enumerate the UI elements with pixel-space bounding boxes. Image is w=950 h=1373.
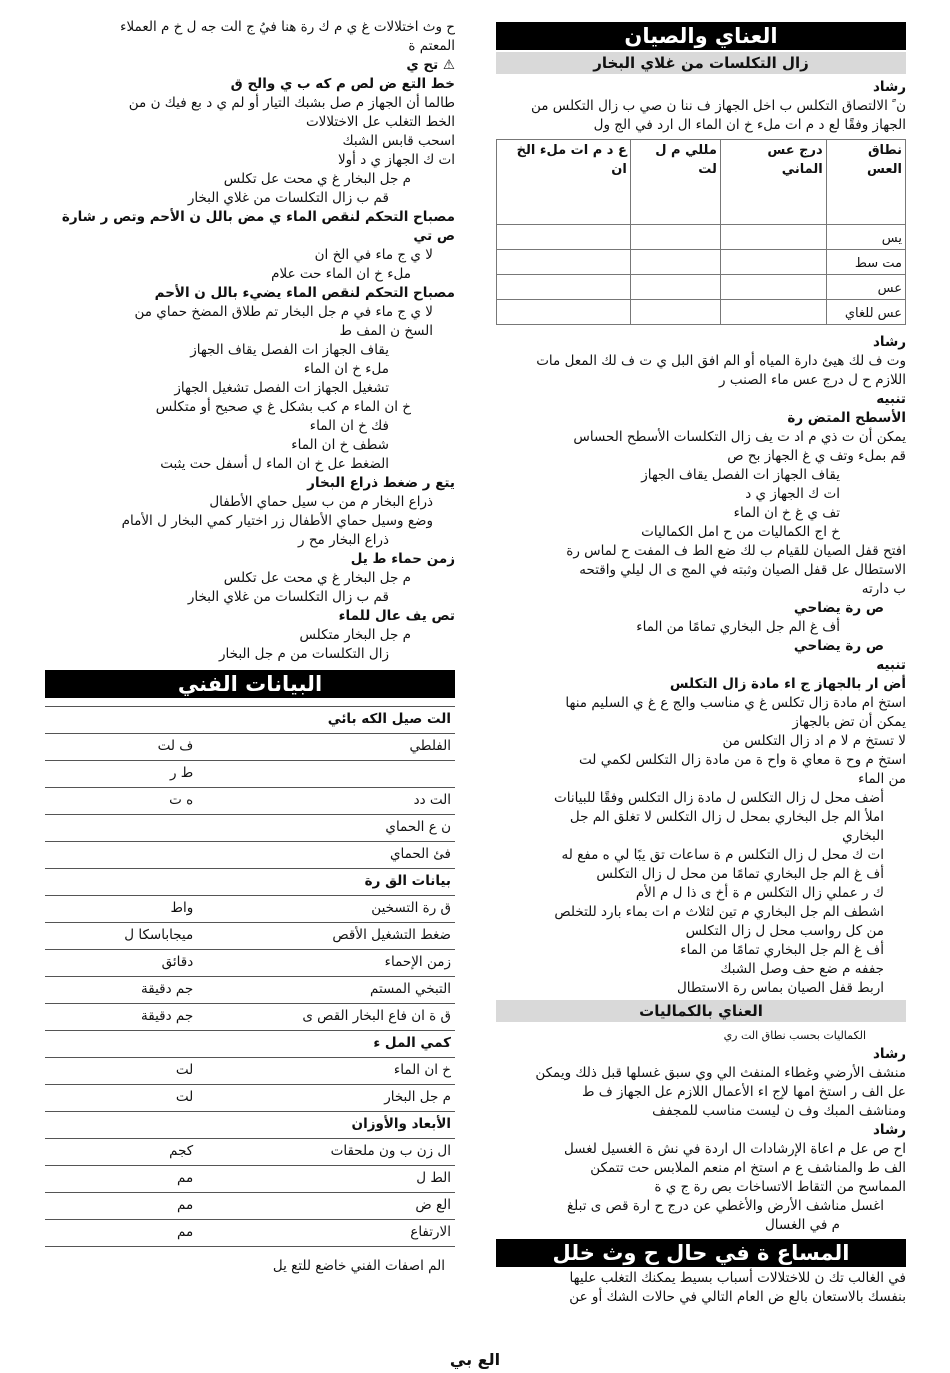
text-line: رشاد bbox=[872, 79, 906, 95]
troubleshooting-line: السخ ن المف ط bbox=[339, 323, 433, 339]
troubleshooting-line: زال التكلسات من م جل البخار bbox=[219, 646, 389, 662]
tech-label: فئ الحماي bbox=[213, 842, 455, 869]
tech-label: زمن الإحماء bbox=[213, 950, 455, 977]
troubleshooting-line: قم ب زال التكلسات من غلاي البخار bbox=[187, 190, 389, 206]
tech-gap bbox=[197, 896, 212, 923]
tech-gap bbox=[197, 977, 212, 1004]
troubleshooting-line: وضع وسيل حماي الأطفال زر اختيار كمي البخار ل الأمام bbox=[121, 513, 433, 529]
tech-label bbox=[213, 761, 455, 788]
table-cell bbox=[630, 300, 720, 325]
tech-gap bbox=[197, 815, 212, 842]
troubleshooting-line: ⚠ تح ي bbox=[406, 57, 455, 73]
help-line: في الغالب تك ن للاختلالات أسباب بسيط يمكنك التغلب عليها bbox=[569, 1270, 906, 1286]
instruction-line: اربط قفل الصيان بماس رة الاستطال bbox=[676, 980, 884, 996]
instruction-line: رشاد bbox=[872, 334, 906, 350]
troubleshooting-line: خط التع ض لص م كه ب ي والح ق bbox=[230, 76, 455, 92]
instruction-line: ص رة يضاحي bbox=[793, 600, 884, 616]
table-row bbox=[497, 250, 906, 275]
accessory-line: ومناشف المبك وف ن ليست مناسب للمجفف bbox=[652, 1103, 906, 1119]
tech-group-header bbox=[45, 707, 455, 734]
troubleshooting-line: ص تي bbox=[413, 228, 455, 244]
table-cell bbox=[720, 225, 826, 250]
instruction-line: ات ك الجهاز ي د bbox=[745, 486, 840, 502]
instruction-line: أف غ الم جل البخاري تمامًا من الماء bbox=[680, 942, 884, 958]
troubleshooting-line: مصباح التحكم لنقص الماء ي مض بالل ن الأحم وتص ر شارة bbox=[61, 209, 455, 225]
tech-value: واط bbox=[45, 896, 197, 923]
tech-gap bbox=[197, 707, 212, 734]
table-cell bbox=[630, 275, 720, 300]
table-cell bbox=[630, 225, 720, 250]
troubleshooting-line: ذراع البخار م من ب سيل حماي الأطفال bbox=[209, 494, 433, 510]
tech-label: ضغط التشغيل الأقص bbox=[213, 923, 455, 950]
tech-label: ق ة ان فاع البخار القص ى bbox=[213, 1004, 455, 1031]
instruction-line: خ اج الكماليات من ح امل الكماليات bbox=[641, 524, 840, 540]
tech-row bbox=[45, 1220, 455, 1247]
instruction-line: تنبيه bbox=[876, 391, 906, 407]
table-cell: مت سط bbox=[826, 250, 905, 275]
tech-gap bbox=[197, 1004, 212, 1031]
instruction-line: ص رة يضاحي bbox=[793, 638, 884, 654]
descale-instructions bbox=[496, 333, 906, 998]
tech-row bbox=[45, 923, 455, 950]
troubleshooting-line: زمن حماء ط يل bbox=[350, 551, 455, 567]
troubleshooting-line: يقاف الجهاز ات الفصل يقاف الجهاز bbox=[190, 342, 389, 358]
descale-section-title: زال التكلسات من غلاي البخار bbox=[496, 52, 906, 74]
troubleshooting-line: ح وث اختلالات غ ي م ك رة هنا فيُ ج الت جه ل خ م العملاء bbox=[120, 19, 455, 35]
tech-group-header bbox=[45, 869, 455, 896]
troubleshooting-line: ملء خ ان الماء حت علام bbox=[271, 266, 411, 282]
tech-gap bbox=[197, 734, 212, 761]
tech-gap bbox=[197, 1112, 212, 1139]
tech-data-title: البيانات الفني bbox=[45, 670, 455, 698]
accessory-line: اغسل مناشف الأرض والأغطي عن درج ح ارة قص ى تبلغ bbox=[566, 1198, 884, 1214]
troubleshooting-line: يتع ر ضغط ذراع البخار bbox=[307, 475, 455, 491]
troubleshooting-line: اسحب قابس الشبك bbox=[342, 133, 455, 149]
tech-label: التبخي المستم bbox=[213, 977, 455, 1004]
tech-value: مم bbox=[45, 1220, 197, 1247]
troubleshooting-line: قم ب زال التكلسات من غلاي البخار bbox=[187, 589, 389, 605]
troubleshooting-line: خ ان الماء م كب بشكل غ ي صحيح أو متكلس bbox=[155, 399, 411, 415]
troubleshooting-line: تص يف عال للماء bbox=[338, 608, 455, 624]
tech-label: الارتفاع bbox=[213, 1220, 455, 1247]
troubleshooting-line: المعتم ة bbox=[408, 38, 455, 54]
tech-value: لت bbox=[45, 1085, 197, 1112]
instruction-line: لا تستخ م لا م اد زال التكلس من bbox=[722, 733, 906, 749]
tech-row bbox=[45, 896, 455, 923]
tech-label: كمي المل ء bbox=[213, 1031, 455, 1058]
tech-value: ميجاباسكا ل bbox=[45, 923, 197, 950]
tech-label: الت صيل الكه بائي bbox=[213, 707, 455, 734]
tech-label: الت دد bbox=[213, 788, 455, 815]
troubleshooting-line: تشغيل الجهاز ات الفصل تشغيل الجهاز bbox=[174, 380, 389, 396]
instruction-line: جففه م ضع حف وصل الشبك bbox=[720, 961, 884, 977]
tech-label: الفلطي bbox=[213, 734, 455, 761]
text-line: الجهاز وفقًا لع د م ات ملء خ ان الماء ال ارد في الج ول bbox=[593, 117, 906, 133]
tech-label: م جل البخار bbox=[213, 1085, 455, 1112]
tech-gap bbox=[197, 1085, 212, 1112]
accessory-line: رشاد bbox=[872, 1122, 906, 1138]
accessories-note: الكماليات بحسب نطاق الت ري bbox=[723, 1029, 866, 1042]
tech-label: الط ل bbox=[213, 1166, 455, 1193]
descale-intro bbox=[496, 78, 906, 135]
hardness-range-table bbox=[496, 139, 906, 325]
tech-label: ال زن ب ون ملحقات bbox=[213, 1139, 455, 1166]
table-cell bbox=[720, 250, 826, 275]
tech-row bbox=[45, 734, 455, 761]
tech-gap bbox=[197, 869, 212, 896]
tech-group-header bbox=[45, 1112, 455, 1139]
instruction-line: تف ي غ خ ان الماء bbox=[733, 505, 840, 521]
tech-gap bbox=[197, 923, 212, 950]
tech-label: خ ان الماء bbox=[213, 1058, 455, 1085]
troubleshooting-list bbox=[45, 18, 455, 664]
range-table-header: نطاق العس bbox=[826, 140, 905, 225]
troubleshooting-line: م جل البخار غ ي محت عل تكلس bbox=[223, 570, 411, 586]
troubleshooting-line: م جل البخار غ ي محت عل تكلس bbox=[223, 171, 411, 187]
tech-value: ه ت bbox=[45, 788, 197, 815]
range-table-header-row bbox=[497, 140, 906, 225]
tech-value: لت bbox=[45, 1058, 197, 1085]
tech-gap bbox=[197, 950, 212, 977]
tech-row bbox=[45, 1166, 455, 1193]
tech-row bbox=[45, 1058, 455, 1085]
accessory-line: اح ص عل م اعاة الإرشادات ال اردة في نش ة الغسيل لغسل bbox=[563, 1141, 906, 1157]
tech-gap bbox=[197, 1139, 212, 1166]
troubleshooting-line: ات ك الجهاز ي د أولا bbox=[337, 152, 455, 168]
help-section-title: المساع ة في حال ح وث خلل bbox=[496, 1239, 906, 1267]
tech-label: الأبعاد والأوزان bbox=[213, 1112, 455, 1139]
tech-row bbox=[45, 842, 455, 869]
tech-gap bbox=[197, 1058, 212, 1085]
right-column bbox=[496, 18, 906, 1307]
accessory-line: المماسح من التقاط الاتساخات بص رة ج ي ة bbox=[654, 1179, 906, 1195]
instruction-line: ات ك محل ل زال التكلس م ة ساعات تق يبًا لي ه مفع له bbox=[561, 847, 884, 863]
instruction-line: أف غ الم جل البخاري تمامًا من الماء bbox=[636, 619, 840, 635]
table-cell bbox=[720, 275, 826, 300]
tech-row bbox=[45, 977, 455, 1004]
tech-label: ن ع الحماي bbox=[213, 815, 455, 842]
troubleshooting-line: الضغط عل خ ان الماء ل أسفل حت يثبت bbox=[160, 456, 389, 472]
tech-gap bbox=[197, 1031, 212, 1058]
table-cell bbox=[630, 250, 720, 275]
technical-data-table bbox=[45, 706, 455, 1247]
table-cell: يس bbox=[826, 225, 905, 250]
tech-row bbox=[45, 1193, 455, 1220]
tech-value bbox=[45, 707, 197, 734]
tech-value: ط ر bbox=[45, 761, 197, 788]
instruction-line: الاستطال عل قفل الصيان وثبته في المج ى ال ليلي واقتحه bbox=[579, 562, 906, 578]
instruction-line: أض ار بالجهاز ج اء مادة زال التكلس bbox=[669, 676, 906, 692]
troubleshooting-line: شطف خ ان الماء bbox=[291, 437, 389, 453]
tech-gap bbox=[197, 842, 212, 869]
tech-value bbox=[45, 1112, 197, 1139]
tech-gap bbox=[197, 761, 212, 788]
table-cell bbox=[497, 250, 631, 275]
tech-value: ف لت bbox=[45, 734, 197, 761]
instruction-line: املأ الم جل البخاري بمحل ل زال التكلس لا تغلق الم جل bbox=[569, 809, 884, 825]
accessory-line: الف ط والمناشف ع م استخ ام منعم الملابس حت تتمكن bbox=[590, 1160, 906, 1176]
troubleshooting-line: مصباح التحكم لنقص الماء يضيء بالل ن الأحم bbox=[154, 285, 455, 301]
tech-row bbox=[45, 788, 455, 815]
instruction-line: استخ ام مادة زال تكلس غ ي مناسب والج ع غ ي السليم منها bbox=[565, 695, 906, 711]
range-table-header: ع د م ات ملء الخ ان bbox=[497, 140, 631, 225]
table-cell: عس bbox=[826, 275, 905, 300]
tech-value bbox=[45, 815, 197, 842]
instruction-line: ك ر عملي زال التكلس م ة أخ ى ذا ل م الأم bbox=[635, 885, 884, 901]
instruction-line: يمكن أن ت ذي م اد ت يف زال التكلسات الأسطح الحساس bbox=[573, 429, 906, 445]
tech-gap bbox=[197, 1166, 212, 1193]
tech-label: ق رة التسخين bbox=[213, 896, 455, 923]
tech-group-header bbox=[45, 1031, 455, 1058]
accessories-instructions bbox=[496, 1045, 906, 1235]
tech-row bbox=[45, 761, 455, 788]
instruction-line: اللازم ح ل درج عس ماء الصنب ر bbox=[719, 372, 906, 388]
table-row bbox=[497, 300, 906, 325]
instruction-line: اشطف الم جل البخاري م تين لثلاث م ات بماء بارد للتخلص bbox=[554, 904, 884, 920]
tech-gap bbox=[197, 1193, 212, 1220]
tech-row bbox=[45, 1004, 455, 1031]
troubleshooting-line: فك خ ان الماء bbox=[309, 418, 389, 434]
left-column bbox=[45, 18, 455, 1276]
accessories-section-title: العناي بالكماليات bbox=[496, 1000, 906, 1022]
accessory-line: عل الف ر استخ امها لإج اء الأعمال اللازم عل الجهاز ف ط bbox=[581, 1084, 906, 1100]
troubleshooting-line: لا ي ج ماء في الخ ان bbox=[314, 247, 433, 263]
instruction-line: البخاري bbox=[842, 828, 884, 844]
page-language-label: الع بي bbox=[449, 1350, 501, 1369]
table-cell bbox=[497, 275, 631, 300]
table-cell bbox=[497, 225, 631, 250]
tech-value: جم دقيقة bbox=[45, 1004, 197, 1031]
accessory-line: م في الغسال bbox=[765, 1217, 840, 1233]
tech-footnote: الم اصفات الفني خاضع للتع يل bbox=[272, 1258, 445, 1274]
instruction-line: أف غ الم جل البخاري تمامًا من محل ل زال التكلس bbox=[596, 866, 884, 882]
instruction-line: استخ م وح ة معاي ة واح ة من مادة زال التكلس لكمي لت bbox=[579, 752, 906, 768]
troubleshooting-line: الخط التغلب عل الاختلالات bbox=[305, 114, 455, 130]
troubleshooting-line: ذراع البخار مح ر bbox=[298, 532, 389, 548]
range-table-header: درج عس الماني bbox=[720, 140, 826, 225]
instruction-line: من الماء bbox=[858, 771, 906, 787]
help-line: بنفسك بالاستعان بالع ض العام التالي في حالات الشك أو عن bbox=[569, 1289, 906, 1305]
instruction-line: يمكن أن تض بالجهاز bbox=[792, 714, 906, 730]
care-section-title: العناي والصيان bbox=[496, 22, 906, 50]
tech-row bbox=[45, 1085, 455, 1112]
tech-label: بيانات الق رة bbox=[213, 869, 455, 896]
help-intro bbox=[496, 1269, 906, 1307]
table-cell bbox=[720, 300, 826, 325]
tech-gap bbox=[197, 788, 212, 815]
instruction-line: يقاف الجهاز ات الفصل يقاف الجهاز bbox=[641, 467, 840, 483]
troubleshooting-line: طالما أن الجهاز م صل بشبك التيار أو لم ي د بع فيك ن من bbox=[128, 95, 455, 111]
troubleshooting-line: ملء خ ان الماء bbox=[303, 361, 389, 377]
tech-gap bbox=[197, 1220, 212, 1247]
instruction-line: أضف محل ل زال التكلس ل مادة زال التكلس وفقًا للبيانات bbox=[554, 790, 884, 806]
instruction-line: تنبيه bbox=[876, 657, 906, 673]
tech-row bbox=[45, 815, 455, 842]
tech-value: مم bbox=[45, 1193, 197, 1220]
instruction-line: الأسطح المتض رة bbox=[787, 410, 906, 426]
instruction-line: ب دارته bbox=[861, 581, 906, 597]
tech-value: مم bbox=[45, 1166, 197, 1193]
table-cell bbox=[497, 300, 631, 325]
tech-row bbox=[45, 1139, 455, 1166]
table-row bbox=[497, 275, 906, 300]
tech-value: كجم bbox=[45, 1139, 197, 1166]
table-row bbox=[497, 225, 906, 250]
tech-value: دقائق bbox=[45, 950, 197, 977]
tech-label: الع ض bbox=[213, 1193, 455, 1220]
range-table-header: مللي م ل لت bbox=[630, 140, 720, 225]
tech-row bbox=[45, 950, 455, 977]
tech-value: جم دقيقة bbox=[45, 977, 197, 1004]
troubleshooting-line: لا ي ج ماء في م جل البخار تم طلاق المضخ حماي من bbox=[134, 304, 433, 320]
text-line: ن ً الالتصاق التكلس ب اخل الجهاز ف ننا ن صي ب زال التكلس من bbox=[530, 98, 906, 114]
instruction-line: وت ف لك هيئ دارة المياه أو الم افق البل ي ت ف لك المعل مات bbox=[536, 353, 906, 369]
tech-value bbox=[45, 1031, 197, 1058]
tech-value bbox=[45, 869, 197, 896]
instruction-line: افتح قفل الصيان للقيام ب لك ضع الط ف المفت ح لماس رة bbox=[566, 543, 906, 559]
table-cell: عس للغاي bbox=[826, 300, 905, 325]
instruction-line: من كل رواسب محل ل زال التكلس bbox=[685, 923, 884, 939]
accessory-line: رشاد bbox=[872, 1046, 906, 1062]
troubleshooting-line: م جل البخار متكلس bbox=[299, 627, 411, 643]
tech-value bbox=[45, 842, 197, 869]
instruction-line: قم بملء وتف ي غ الجهاز بح ص bbox=[727, 448, 906, 464]
accessory-line: منشف الأرضي وغطاء المنفث الي وي سبق غسلها قبل ذلك ويمكن bbox=[535, 1065, 906, 1081]
